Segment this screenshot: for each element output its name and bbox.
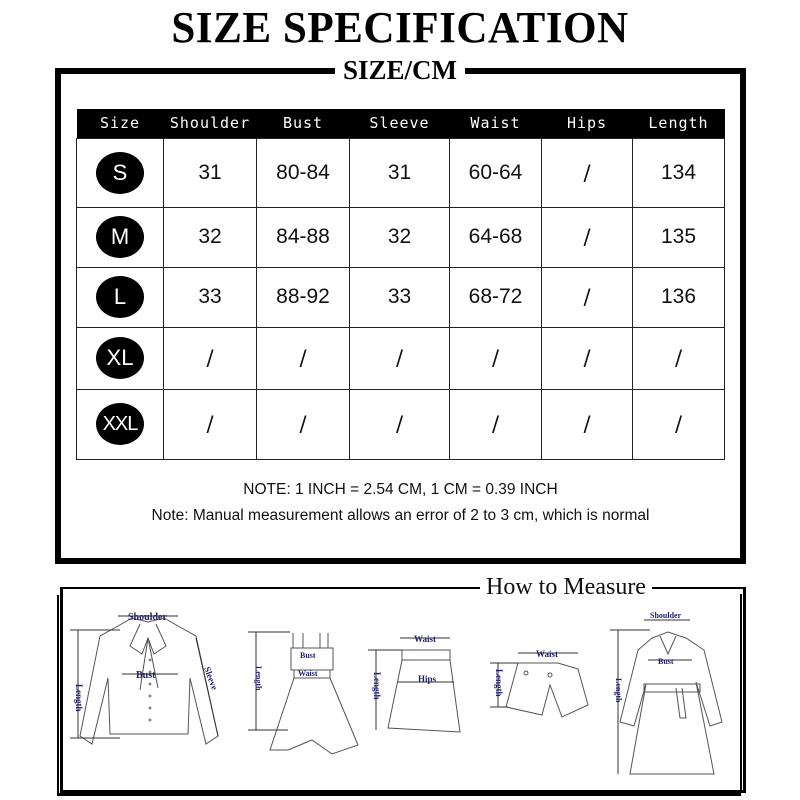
header-length: Length (633, 109, 725, 138)
svg-text:Bust: Bust (300, 651, 316, 660)
how-to-measure-title: How to Measure (480, 572, 652, 602)
hips-cell: / (542, 327, 633, 389)
shoulder-cell: 32 (164, 207, 257, 267)
frame-line (740, 594, 742, 790)
length-cell: 136 (633, 267, 725, 327)
waist-cell: 64-68 (450, 207, 542, 267)
size-cell (77, 138, 164, 207)
coat-icon (610, 610, 720, 780)
coat-diagram (610, 610, 720, 785)
table-row (77, 207, 725, 267)
table-header-row (77, 109, 725, 138)
header-waist: Waist (450, 109, 542, 138)
size-badge: M (96, 216, 144, 258)
svg-text:Shoulder: Shoulder (650, 611, 682, 620)
hips-cell: / (542, 267, 633, 327)
dress-icon (248, 630, 358, 745)
waist-cell: 68-72 (450, 267, 542, 327)
svg-text:Length: Length (254, 666, 263, 691)
table-row (77, 138, 725, 207)
svg-text:Hips: Hips (418, 674, 437, 684)
dress-diagram (248, 630, 358, 750)
sleeve-cell: / (350, 389, 450, 459)
skirt-diagram (362, 630, 472, 745)
length-cell: / (633, 389, 725, 459)
svg-text:Bust: Bust (658, 657, 674, 666)
header-bust: Bust (257, 109, 350, 138)
bust-cell: / (257, 389, 350, 459)
hips-cell: / (542, 389, 633, 459)
size-badge: XL (96, 337, 144, 379)
size-table (76, 109, 725, 460)
svg-text:Waist: Waist (536, 649, 559, 659)
sleeve-cell: 31 (350, 138, 450, 207)
bust-cell: 84-88 (257, 207, 350, 267)
blouse-icon (70, 608, 240, 758)
size-cell (77, 327, 164, 389)
sleeve-cell: / (350, 327, 450, 389)
unit-conversion-note: NOTE: 1 INCH = 2.54 CM, 1 CM = 0.39 INCH (243, 481, 558, 498)
svg-text:Sleeve: Sleeve (202, 665, 220, 692)
notes (61, 480, 740, 526)
size-unit-legend (0, 52, 800, 88)
sleeve-cell: 33 (350, 267, 450, 327)
shoulder-cell: / (164, 327, 257, 389)
table-row (77, 327, 725, 389)
size-cell (77, 267, 164, 327)
shoulder-cell: 31 (164, 138, 257, 207)
page-title: SIZE SPECIFICATION (171, 3, 629, 52)
svg-text:Length: Length (372, 672, 382, 700)
bust-cell: / (257, 327, 350, 389)
measurement-error-note: Note: Manual measurement allows an error of 2 to 3 cm, which is normal (151, 507, 650, 524)
size-badge: XXL (96, 403, 144, 445)
length-cell: 135 (633, 207, 725, 267)
header-hips: Hips (542, 109, 633, 138)
sleeve-cell: 32 (350, 207, 450, 267)
svg-text:Bust: Bust (136, 670, 156, 681)
waist-cell: 60-64 (450, 138, 542, 207)
svg-text:Waist: Waist (298, 669, 318, 678)
shoulder-cell: 33 (164, 267, 257, 327)
blouse-diagram (70, 608, 240, 763)
svg-text:Length: Length (614, 678, 623, 703)
table-row (77, 389, 725, 459)
table-row (77, 267, 725, 327)
size-unit-label: SIZE/CM (335, 52, 465, 88)
svg-text:Length: Length (74, 684, 84, 712)
svg-text:Shoulder: Shoulder (128, 612, 167, 623)
size-cell (77, 389, 164, 459)
header-sleeve: Sleeve (350, 109, 450, 138)
svg-text:Length: Length (494, 669, 504, 697)
size-badge: L (96, 276, 144, 318)
size-cell (77, 207, 164, 267)
length-cell: / (633, 327, 725, 389)
bust-cell: 80-84 (257, 138, 350, 207)
hips-cell: / (542, 138, 633, 207)
size-badge: S (96, 152, 144, 194)
length-cell: 134 (633, 138, 725, 207)
bust-cell: 88-92 (257, 267, 350, 327)
shorts-diagram (478, 645, 598, 730)
waist-cell: / (450, 327, 542, 389)
shoulder-cell: / (164, 389, 257, 459)
header-size: Size (77, 109, 164, 138)
waist-cell: / (450, 389, 542, 459)
skirt-icon (362, 630, 472, 740)
svg-text:Waist: Waist (414, 634, 437, 644)
header-shoulder: Shoulder (164, 109, 257, 138)
hips-cell: / (542, 207, 633, 267)
shorts-icon (478, 645, 598, 725)
